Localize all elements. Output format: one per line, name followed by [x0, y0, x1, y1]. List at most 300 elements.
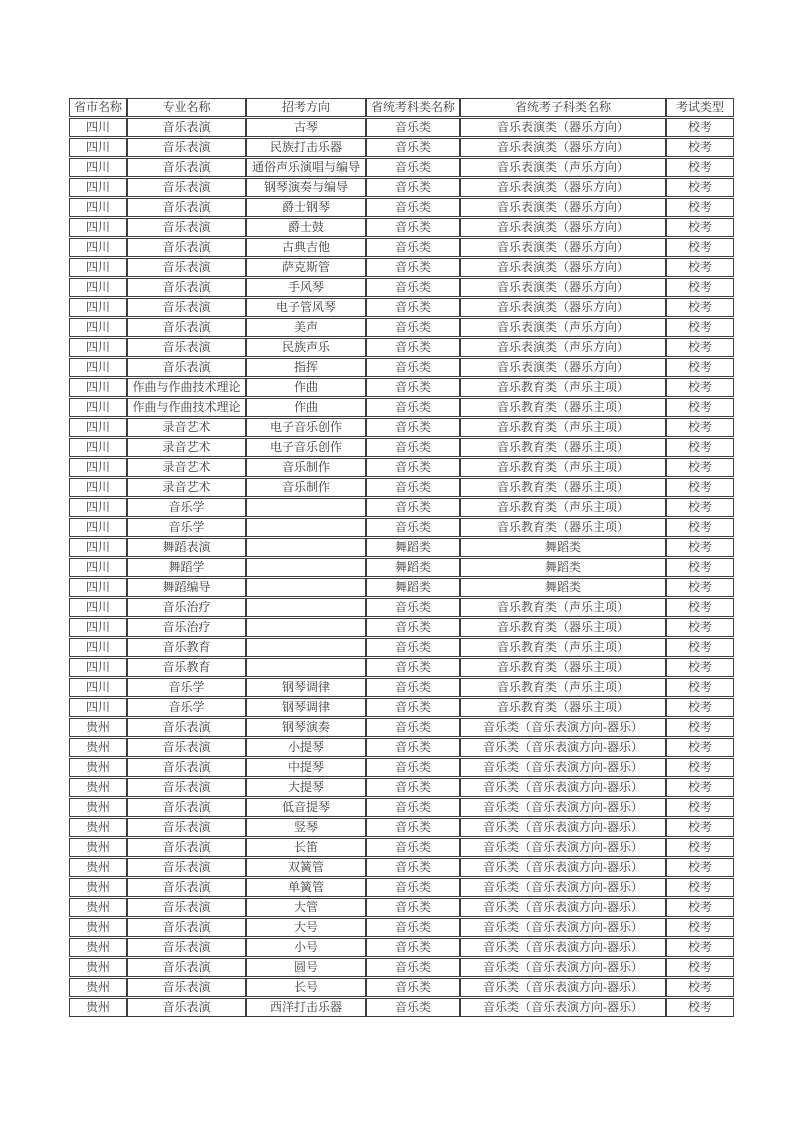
- cell-province: 四川: [69, 458, 127, 477]
- cell-major: 音乐表演: [127, 878, 246, 897]
- header-cell-subcategory: 省统考子科类名称: [460, 98, 666, 117]
- cell-subcategory: 音乐类（音乐表演方向-器乐）: [460, 978, 666, 997]
- cell-direction: [246, 658, 366, 677]
- cell-subcategory: 音乐类（音乐表演方向-器乐）: [460, 998, 666, 1017]
- table-row: [69, 838, 734, 857]
- cell-direction: 长笛: [246, 838, 366, 857]
- cell-major: 录音艺术: [127, 478, 246, 497]
- table-row: [69, 338, 734, 357]
- cell-major: 音乐表演: [127, 258, 246, 277]
- cell-subcategory: 舞蹈类: [460, 558, 666, 577]
- cell-subcategory: 音乐教育类（声乐主项）: [460, 378, 666, 397]
- cell-category: 音乐类: [366, 958, 460, 977]
- cell-category: 音乐类: [366, 438, 460, 457]
- cell-province: 四川: [69, 318, 127, 337]
- cell-direction: 萨克斯管: [246, 258, 366, 277]
- cell-category: 音乐类: [366, 158, 460, 177]
- cell-exam-type: 校考: [666, 498, 734, 517]
- table-row: [69, 718, 734, 737]
- cell-exam-type: 校考: [666, 318, 734, 337]
- cell-province: 贵州: [69, 878, 127, 897]
- cell-subcategory: 音乐表演类（声乐方向）: [460, 318, 666, 337]
- cell-exam-type: 校考: [666, 418, 734, 437]
- cell-category: 音乐类: [366, 718, 460, 737]
- cell-direction: 美声: [246, 318, 366, 337]
- cell-subcategory: 音乐表演类（器乐方向）: [460, 198, 666, 217]
- cell-province: 四川: [69, 358, 127, 377]
- cell-major: 音乐表演: [127, 758, 246, 777]
- cell-major: 音乐表演: [127, 998, 246, 1017]
- cell-province: 四川: [69, 158, 127, 177]
- table-row: [69, 558, 734, 577]
- cell-subcategory: 音乐类（音乐表演方向-器乐）: [460, 818, 666, 837]
- cell-major: 音乐表演: [127, 338, 246, 357]
- cell-category: 音乐类: [366, 978, 460, 997]
- cell-major: 舞蹈编导: [127, 578, 246, 597]
- cell-category: 舞蹈类: [366, 538, 460, 557]
- cell-subcategory: 音乐表演类（器乐方向）: [460, 118, 666, 137]
- cell-category: 音乐类: [366, 258, 460, 277]
- cell-exam-type: 校考: [666, 478, 734, 497]
- table-row: [69, 178, 734, 197]
- cell-province: 四川: [69, 238, 127, 257]
- cell-direction: 音乐制作: [246, 478, 366, 497]
- cell-category: 音乐类: [366, 298, 460, 317]
- cell-direction: 民族声乐: [246, 338, 366, 357]
- cell-province: 贵州: [69, 978, 127, 997]
- cell-exam-type: 校考: [666, 518, 734, 537]
- cell-major: 舞蹈表演: [127, 538, 246, 557]
- cell-major: 音乐表演: [127, 238, 246, 257]
- cell-province: 贵州: [69, 938, 127, 957]
- cell-subcategory: 音乐教育类（声乐主项）: [460, 418, 666, 437]
- cell-province: 四川: [69, 578, 127, 597]
- cell-direction: 手风琴: [246, 278, 366, 297]
- header-cell-province: 省市名称: [69, 98, 127, 117]
- cell-major: 音乐表演: [127, 738, 246, 757]
- cell-direction: 古典吉他: [246, 238, 366, 257]
- cell-category: 音乐类: [366, 318, 460, 337]
- cell-province: 贵州: [69, 738, 127, 757]
- cell-category: 音乐类: [366, 878, 460, 897]
- cell-direction: [246, 558, 366, 577]
- table-row: [69, 818, 734, 837]
- table-row: [69, 478, 734, 497]
- table-row: [69, 638, 734, 657]
- table-row: [69, 618, 734, 637]
- cell-subcategory: 音乐类（音乐表演方向-器乐）: [460, 938, 666, 957]
- cell-major: 音乐表演: [127, 218, 246, 237]
- cell-major: 作曲与作曲技术理论: [127, 378, 246, 397]
- cell-major: 音乐表演: [127, 858, 246, 877]
- header-cell-major: 专业名称: [127, 98, 246, 117]
- cell-direction: 电子音乐创作: [246, 438, 366, 457]
- table-row: [69, 378, 734, 397]
- cell-direction: 竖琴: [246, 818, 366, 837]
- cell-province: 贵州: [69, 718, 127, 737]
- cell-category: 舞蹈类: [366, 558, 460, 577]
- cell-province: 贵州: [69, 818, 127, 837]
- cell-direction: 圆号: [246, 958, 366, 977]
- table-row: [69, 898, 734, 917]
- cell-province: 贵州: [69, 758, 127, 777]
- cell-exam-type: 校考: [666, 718, 734, 737]
- cell-exam-type: 校考: [666, 198, 734, 217]
- cell-province: 四川: [69, 518, 127, 537]
- header-cell-exam-type: 考试类型: [666, 98, 734, 117]
- cell-major: 音乐表演: [127, 358, 246, 377]
- table-row: [69, 518, 734, 537]
- table-row: [69, 698, 734, 717]
- cell-exam-type: 校考: [666, 538, 734, 557]
- cell-exam-type: 校考: [666, 458, 734, 477]
- cell-major: 音乐表演: [127, 938, 246, 957]
- cell-major: 音乐表演: [127, 298, 246, 317]
- cell-direction: 大提琴: [246, 778, 366, 797]
- cell-subcategory: 音乐教育类（声乐主项）: [460, 638, 666, 657]
- cell-major: 音乐学: [127, 498, 246, 517]
- cell-major: 音乐表演: [127, 718, 246, 737]
- cell-subcategory: 音乐教育类（声乐主项）: [460, 598, 666, 617]
- cell-category: 音乐类: [366, 938, 460, 957]
- cell-major: 音乐学: [127, 698, 246, 717]
- cell-major: 音乐表演: [127, 198, 246, 217]
- cell-subcategory: 音乐表演类（器乐方向）: [460, 258, 666, 277]
- cell-category: 音乐类: [366, 418, 460, 437]
- table-row: [69, 658, 734, 677]
- cell-province: 四川: [69, 138, 127, 157]
- table-row: [69, 798, 734, 817]
- cell-province: 贵州: [69, 958, 127, 977]
- cell-category: 音乐类: [366, 278, 460, 297]
- cell-direction: 钢琴调律: [246, 698, 366, 717]
- cell-province: 四川: [69, 558, 127, 577]
- cell-direction: [246, 538, 366, 557]
- exam-schedule-table: [69, 97, 734, 1018]
- cell-exam-type: 校考: [666, 778, 734, 797]
- cell-subcategory: 音乐教育类（声乐主项）: [460, 678, 666, 697]
- cell-category: 舞蹈类: [366, 578, 460, 597]
- cell-exam-type: 校考: [666, 578, 734, 597]
- cell-province: 贵州: [69, 918, 127, 937]
- cell-direction: 低音提琴: [246, 798, 366, 817]
- table-row: [69, 418, 734, 437]
- cell-direction: [246, 598, 366, 617]
- cell-province: 四川: [69, 218, 127, 237]
- cell-direction: 电子音乐创作: [246, 418, 366, 437]
- cell-subcategory: 音乐教育类（声乐主项）: [460, 498, 666, 517]
- cell-subcategory: 音乐表演类（器乐方向）: [460, 278, 666, 297]
- cell-exam-type: 校考: [666, 338, 734, 357]
- cell-category: 音乐类: [366, 798, 460, 817]
- table-row: [69, 438, 734, 457]
- cell-direction: 小号: [246, 938, 366, 957]
- cell-major: 音乐教育: [127, 638, 246, 657]
- cell-subcategory: 音乐教育类（器乐主项）: [460, 438, 666, 457]
- cell-exam-type: 校考: [666, 438, 734, 457]
- cell-province: 贵州: [69, 798, 127, 817]
- cell-direction: 西洋打击乐器: [246, 998, 366, 1017]
- table-row: [69, 278, 734, 297]
- cell-province: 贵州: [69, 998, 127, 1017]
- cell-province: 四川: [69, 598, 127, 617]
- cell-major: 音乐表演: [127, 318, 246, 337]
- cell-subcategory: 音乐表演类（器乐方向）: [460, 298, 666, 317]
- cell-direction: 作曲: [246, 398, 366, 417]
- cell-province: 贵州: [69, 898, 127, 917]
- cell-subcategory: 舞蹈类: [460, 538, 666, 557]
- cell-category: 音乐类: [366, 378, 460, 397]
- cell-province: 四川: [69, 398, 127, 417]
- cell-major: 音乐表演: [127, 978, 246, 997]
- cell-subcategory: 音乐表演类（声乐方向）: [460, 158, 666, 177]
- cell-province: 贵州: [69, 838, 127, 857]
- cell-exam-type: 校考: [666, 178, 734, 197]
- table-row: [69, 758, 734, 777]
- cell-province: 四川: [69, 178, 127, 197]
- cell-category: 音乐类: [366, 898, 460, 917]
- cell-subcategory: 舞蹈类: [460, 578, 666, 597]
- cell-province: 四川: [69, 538, 127, 557]
- cell-province: 四川: [69, 498, 127, 517]
- cell-exam-type: 校考: [666, 658, 734, 677]
- cell-subcategory: 音乐教育类（器乐主项）: [460, 698, 666, 717]
- cell-category: 音乐类: [366, 658, 460, 677]
- table-row: [69, 218, 734, 237]
- cell-subcategory: 音乐教育类（器乐主项）: [460, 518, 666, 537]
- cell-category: 音乐类: [366, 618, 460, 637]
- cell-exam-type: 校考: [666, 838, 734, 857]
- cell-category: 音乐类: [366, 678, 460, 697]
- cell-subcategory: 音乐类（音乐表演方向-器乐）: [460, 918, 666, 937]
- cell-province: 四川: [69, 418, 127, 437]
- cell-category: 音乐类: [366, 858, 460, 877]
- cell-direction: 爵士钢琴: [246, 198, 366, 217]
- cell-category: 音乐类: [366, 918, 460, 937]
- cell-direction: 大号: [246, 918, 366, 937]
- cell-direction: 指挥: [246, 358, 366, 377]
- cell-province: 四川: [69, 638, 127, 657]
- cell-direction: 通俗声乐演唱与编导: [246, 158, 366, 177]
- table-row: [69, 118, 734, 137]
- cell-direction: 钢琴演奏与编导: [246, 178, 366, 197]
- cell-exam-type: 校考: [666, 958, 734, 977]
- cell-category: 音乐类: [366, 598, 460, 617]
- cell-province: 四川: [69, 198, 127, 217]
- cell-subcategory: 音乐类（音乐表演方向-器乐）: [460, 898, 666, 917]
- cell-category: 音乐类: [366, 838, 460, 857]
- cell-subcategory: 音乐表演类（器乐方向）: [460, 358, 666, 377]
- cell-direction: 爵士鼓: [246, 218, 366, 237]
- cell-exam-type: 校考: [666, 898, 734, 917]
- cell-category: 音乐类: [366, 118, 460, 137]
- cell-exam-type: 校考: [666, 738, 734, 757]
- cell-subcategory: 音乐教育类（器乐主项）: [460, 618, 666, 637]
- cell-direction: 钢琴演奏: [246, 718, 366, 737]
- cell-major: 录音艺术: [127, 458, 246, 477]
- cell-major: 音乐表演: [127, 838, 246, 857]
- cell-exam-type: 校考: [666, 298, 734, 317]
- cell-subcategory: 音乐教育类（声乐主项）: [460, 458, 666, 477]
- table-row: [69, 298, 734, 317]
- cell-province: 四川: [69, 478, 127, 497]
- cell-major: 音乐表演: [127, 918, 246, 937]
- cell-major: 录音艺术: [127, 438, 246, 457]
- cell-exam-type: 校考: [666, 858, 734, 877]
- cell-major: 音乐表演: [127, 818, 246, 837]
- cell-exam-type: 校考: [666, 118, 734, 137]
- cell-subcategory: 音乐表演类（器乐方向）: [460, 178, 666, 197]
- cell-subcategory: 音乐类（音乐表演方向-器乐）: [460, 858, 666, 877]
- cell-direction: 古琴: [246, 118, 366, 137]
- cell-category: 音乐类: [366, 778, 460, 797]
- cell-subcategory: 音乐教育类（器乐主项）: [460, 398, 666, 417]
- cell-direction: 大管: [246, 898, 366, 917]
- cell-subcategory: 音乐类（音乐表演方向-器乐）: [460, 758, 666, 777]
- cell-subcategory: 音乐表演类（器乐方向）: [460, 238, 666, 257]
- cell-category: 音乐类: [366, 218, 460, 237]
- table-row: [69, 358, 734, 377]
- cell-major: 音乐表演: [127, 898, 246, 917]
- table-row: [69, 778, 734, 797]
- table-row: [69, 938, 734, 957]
- cell-province: 四川: [69, 378, 127, 397]
- cell-category: 音乐类: [366, 758, 460, 777]
- cell-category: 音乐类: [366, 478, 460, 497]
- cell-major: 音乐表演: [127, 158, 246, 177]
- cell-direction: [246, 578, 366, 597]
- cell-subcategory: 音乐类（音乐表演方向-器乐）: [460, 798, 666, 817]
- cell-direction: [246, 638, 366, 657]
- table-row: [69, 958, 734, 977]
- table-row: [69, 198, 734, 217]
- cell-direction: 长号: [246, 978, 366, 997]
- cell-exam-type: 校考: [666, 238, 734, 257]
- cell-province: 四川: [69, 618, 127, 637]
- cell-exam-type: 校考: [666, 878, 734, 897]
- cell-category: 音乐类: [366, 498, 460, 517]
- cell-category: 音乐类: [366, 138, 460, 157]
- table-row: [69, 458, 734, 477]
- cell-subcategory: 音乐类（音乐表演方向-器乐）: [460, 778, 666, 797]
- cell-category: 音乐类: [366, 638, 460, 657]
- cell-direction: 作曲: [246, 378, 366, 397]
- cell-direction: [246, 518, 366, 537]
- cell-major: 音乐表演: [127, 958, 246, 977]
- cell-province: 四川: [69, 118, 127, 137]
- cell-major: 录音艺术: [127, 418, 246, 437]
- cell-major: 音乐表演: [127, 278, 246, 297]
- cell-category: 音乐类: [366, 738, 460, 757]
- cell-exam-type: 校考: [666, 398, 734, 417]
- header-cell-category: 省统考科类名称: [366, 98, 460, 117]
- cell-major: 音乐表演: [127, 778, 246, 797]
- table-row: [69, 858, 734, 877]
- table-row: [69, 998, 734, 1017]
- cell-exam-type: 校考: [666, 938, 734, 957]
- cell-subcategory: 音乐类（音乐表演方向-器乐）: [460, 738, 666, 757]
- cell-category: 音乐类: [366, 358, 460, 377]
- cell-exam-type: 校考: [666, 218, 734, 237]
- table-header-row: [69, 98, 734, 117]
- cell-exam-type: 校考: [666, 278, 734, 297]
- cell-province: 四川: [69, 678, 127, 697]
- cell-exam-type: 校考: [666, 758, 734, 777]
- cell-major: 作曲与作曲技术理论: [127, 398, 246, 417]
- table-row: [69, 318, 734, 337]
- cell-category: 音乐类: [366, 458, 460, 477]
- cell-province: 贵州: [69, 858, 127, 877]
- table-row: [69, 498, 734, 517]
- cell-exam-type: 校考: [666, 798, 734, 817]
- cell-exam-type: 校考: [666, 638, 734, 657]
- cell-category: 音乐类: [366, 338, 460, 357]
- cell-province: 四川: [69, 438, 127, 457]
- cell-category: 音乐类: [366, 518, 460, 537]
- cell-subcategory: 音乐教育类（器乐主项）: [460, 658, 666, 677]
- cell-major: 音乐学: [127, 518, 246, 537]
- cell-subcategory: 音乐类（音乐表演方向-器乐）: [460, 878, 666, 897]
- cell-category: 音乐类: [366, 818, 460, 837]
- cell-major: 舞蹈学: [127, 558, 246, 577]
- cell-major: 音乐表演: [127, 118, 246, 137]
- cell-subcategory: 音乐表演类（声乐方向）: [460, 338, 666, 357]
- cell-category: 音乐类: [366, 698, 460, 717]
- cell-category: 音乐类: [366, 998, 460, 1017]
- cell-subcategory: 音乐表演类（器乐方向）: [460, 218, 666, 237]
- cell-direction: 民族打击乐器: [246, 138, 366, 157]
- cell-exam-type: 校考: [666, 358, 734, 377]
- cell-subcategory: 音乐类（音乐表演方向-器乐）: [460, 838, 666, 857]
- cell-province: 四川: [69, 278, 127, 297]
- cell-province: 贵州: [69, 778, 127, 797]
- cell-category: 音乐类: [366, 178, 460, 197]
- cell-category: 音乐类: [366, 398, 460, 417]
- cell-subcategory: 音乐类（音乐表演方向-器乐）: [460, 718, 666, 737]
- table-row: [69, 978, 734, 997]
- cell-direction: 单簧管: [246, 878, 366, 897]
- cell-major: 音乐表演: [127, 178, 246, 197]
- table-row: [69, 138, 734, 157]
- cell-exam-type: 校考: [666, 998, 734, 1017]
- cell-exam-type: 校考: [666, 918, 734, 937]
- cell-major: 音乐学: [127, 678, 246, 697]
- cell-direction: 音乐制作: [246, 458, 366, 477]
- cell-subcategory: 音乐类（音乐表演方向-器乐）: [460, 958, 666, 977]
- table-row: [69, 918, 734, 937]
- cell-exam-type: 校考: [666, 598, 734, 617]
- cell-direction: [246, 498, 366, 517]
- cell-province: 四川: [69, 298, 127, 317]
- cell-province: 四川: [69, 698, 127, 717]
- cell-exam-type: 校考: [666, 978, 734, 997]
- table-row: [69, 238, 734, 257]
- table-row: [69, 598, 734, 617]
- cell-exam-type: 校考: [666, 158, 734, 177]
- cell-province: 四川: [69, 338, 127, 357]
- cell-province: 四川: [69, 658, 127, 677]
- cell-major: 音乐治疗: [127, 598, 246, 617]
- cell-exam-type: 校考: [666, 378, 734, 397]
- cell-category: 音乐类: [366, 198, 460, 217]
- table-row: [69, 738, 734, 757]
- header-cell-direction: 招考方向: [246, 98, 366, 117]
- table-row: [69, 538, 734, 557]
- cell-subcategory: 音乐教育类（器乐主项）: [460, 478, 666, 497]
- cell-direction: 电子管风琴: [246, 298, 366, 317]
- cell-direction: 中提琴: [246, 758, 366, 777]
- table-body: [69, 118, 734, 1017]
